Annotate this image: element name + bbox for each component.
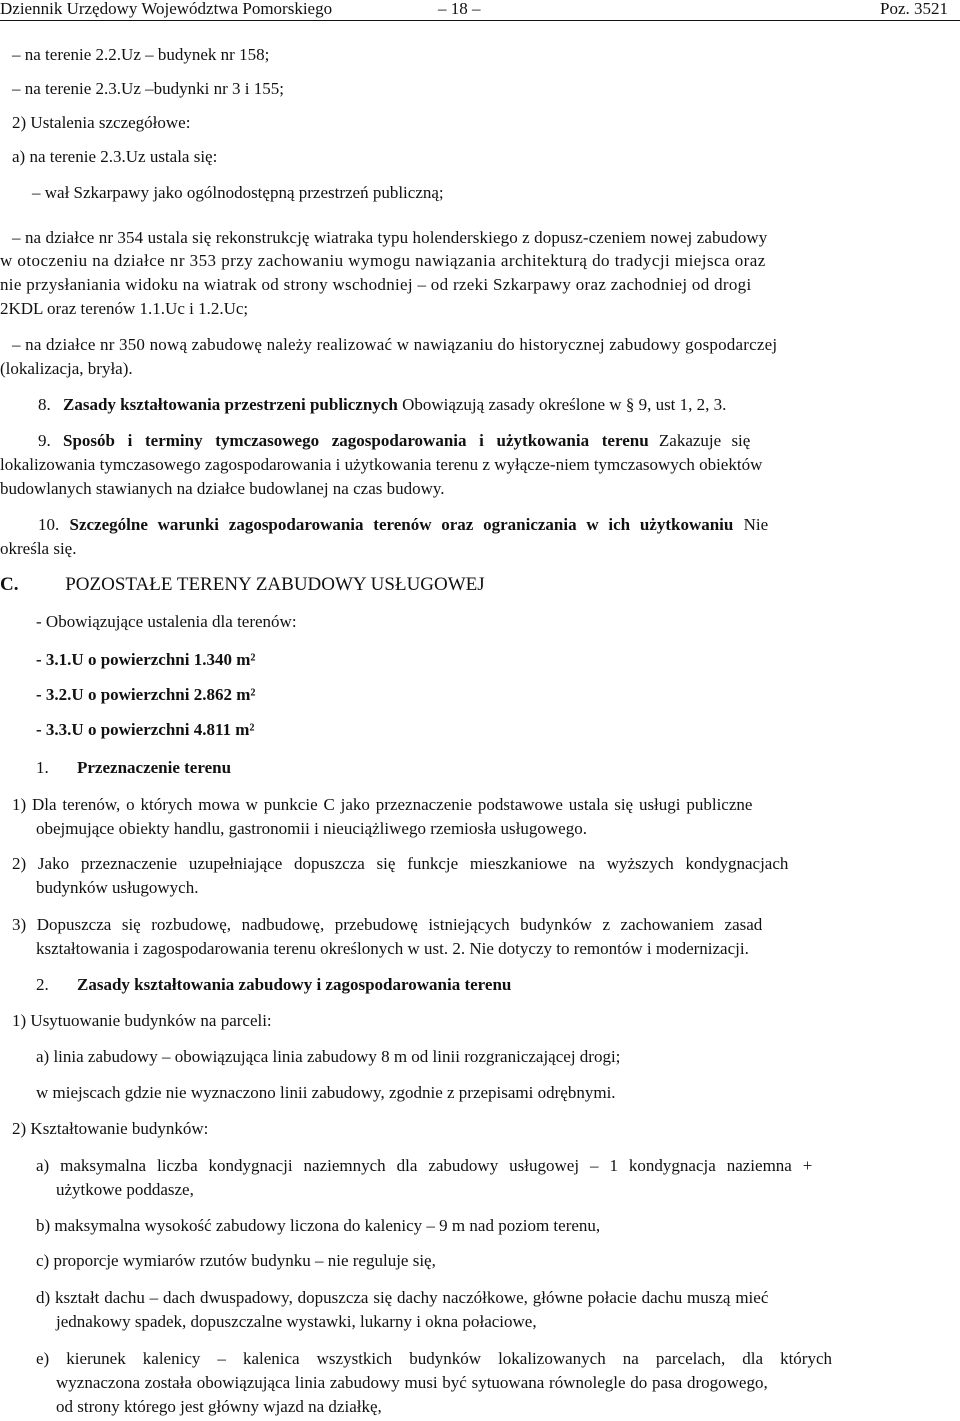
list-item: 1) Dla terenów, o których mowa w punkcie C jako przeznaczenie podstawowe ustala się usługi publiczne [12, 795, 753, 814]
chapter-letter: C. [0, 574, 19, 595]
list-item: 3) Dopuszcza się rozbudowę, nadbudowę, przebudowę istniejących budynków z zachowaniem zasad [12, 915, 763, 934]
list-item: e) kierunek kalenicy – kalenica wszystkich budynków lokalizowanych na parcelach, dla których [36, 1349, 832, 1368]
subsection-number: 1. [36, 758, 49, 777]
chapter-title: POZOSTAŁE TERENY ZABUDOWY USŁUGOWEJ [65, 574, 485, 595]
list-item: wyznaczona została obowiązująca linia zabudowy musi być sytuowana równolegle do pasa drogowego, [56, 1373, 768, 1392]
position-number: Poz. 3521 [880, 0, 948, 18]
subsection-title: Przeznaczenie terenu [77, 758, 232, 777]
paragraph-line: 2KDL oraz terenów 1.1.Uc i 1.2.Uc; [0, 299, 249, 318]
paragraph-line: – na działce nr 354 ustala się rekonstrukcję wiatraka typu holenderskiego z dopusz-czeniem nowej zabudowy [12, 228, 768, 247]
section-heading: Szczególne warunki zagospodarowania terenów oraz ograniczania w ich użytkowaniu [69, 515, 734, 534]
section-text: Nie [733, 515, 769, 534]
list-item: 2) Kształtowanie budynków: [12, 1119, 209, 1138]
page-number: – 18 – [438, 0, 481, 18]
section-heading: Sposób i terminy tymczasowego zagospodarowania i użytkowania terenu [63, 431, 649, 450]
section-text: Obowiązują zasady określone w § 9, ust 1, 2, 3. [397, 395, 727, 414]
list-item: a) linia zabudowy – obowiązująca linia zabudowy 8 m od linii rozgraniczającej drogi; [36, 1047, 621, 1066]
section-number: 9. [38, 431, 51, 450]
paragraph-line: (lokalizacja, bryła). [0, 359, 133, 378]
section-10 [38, 513, 768, 537]
section-8 [38, 393, 726, 417]
paragraph-line: budowlanych stawianych na działce budowlanej na czas budowy. [0, 479, 445, 498]
paragraph-line: lokalizowania tymczasowego zagospodarowania i użytkowania terenu z wyłącze-niem tymczasowych obiektów [0, 455, 763, 474]
paragraph-line: określa się. [0, 539, 77, 558]
list-item: – na terenie 2.3.Uz –budynki nr 3 i 155; [12, 79, 284, 98]
list-item: obejmujące obiekty handlu, gastronomii i nieuciążliwego rzemiosła usługowego. [36, 819, 587, 838]
list-item: – na terenie 2.2.Uz – budynek nr 158; [12, 45, 270, 64]
list-item: kształtowania i zagospodarowania terenu określonych w ust. 2. Nie dotyczy to remontów i modernizacji. [36, 939, 749, 958]
subsection-title: Zasady kształtowania zabudowy i zagospodarowania terenu [77, 975, 512, 994]
chapter-heading [0, 573, 485, 597]
area-item: - 3.2.U o powierzchni 2.862 m² [36, 685, 256, 704]
list-item: 2) Ustalenia szczegółowe: [12, 113, 191, 132]
list-item: budynków usługowych. [36, 878, 199, 897]
list-item: 2) Jako przeznaczenie uzupełniające dopuszcza się funkcje mieszkaniowe na wyższych kondygnacjach [12, 854, 789, 873]
section-text: Zakazuje się [648, 431, 751, 450]
area-item: - 3.3.U o powierzchni 4.811 m² [36, 720, 255, 739]
list-item: b) maksymalna wysokość zabudowy liczona do kalenicy – 9 m nad poziom terenu, [36, 1216, 601, 1235]
list-item: a) na terenie 2.3.Uz ustala się: [12, 147, 218, 166]
header-rule [0, 20, 960, 21]
list-intro: - Obowiązujące ustalenia dla terenów: [36, 612, 297, 631]
subsection-heading [36, 973, 511, 997]
paragraph-line: – na działce nr 350 nową zabudowę należy realizować w nawiązaniu do historycznej zabudowy gospodarczej [12, 335, 778, 354]
subsection-heading [36, 756, 231, 780]
paragraph-line: w otoczeniu na działce nr 353 przy zachowaniu wymogu nawiązania architekturą do tradycji miejsca oraz [0, 251, 766, 270]
list-item: w miejscach gdzie nie wyznaczono linii zabudowy, zgodnie z przepisami odrębnymi. [36, 1083, 616, 1102]
paragraph-line: nie przysłaniania widoku na wiatrak od strony wschodniej – od rzeki Szkarpawy oraz zachodniej od drogi [0, 275, 752, 294]
section-9 [38, 429, 750, 453]
list-item: użytkowe poddasze, [56, 1180, 194, 1199]
list-item: d) kształt dachu – dach dwuspadowy, dopuszcza się dachy naczółkowe, główne połacie dachu muszą mieć [36, 1288, 769, 1307]
list-item: a) maksymalna liczba kondygnacji naziemnych dla zabudowy usługowej – 1 kondygnacja naziemna + [36, 1156, 813, 1175]
section-number: 10. [38, 515, 60, 534]
list-item: jednakowy spadek, dopuszczalne wystawki, lukarny i okna połaciowe, [56, 1312, 537, 1331]
list-item: od strony którego jest główny wjazd na działkę, [56, 1397, 382, 1416]
list-item: c) proporcje wymiarów rzutów budynku – nie reguluje się, [36, 1251, 436, 1270]
header-title: Dziennik Urzędowy Województwa Pomorskiego [0, 0, 333, 18]
list-item: – wał Szkarpawy jako ogólnodostępną przestrzeń publiczną; [32, 183, 444, 202]
section-heading: Zasady kształtowania przestrzeni publicznych [63, 395, 398, 414]
subsection-number: 2. [36, 975, 49, 994]
list-item: 1) Usytuowanie budynków na parceli: [12, 1011, 272, 1030]
area-item: - 3.1.U o powierzchni 1.340 m² [36, 650, 256, 669]
section-number: 8. [38, 395, 51, 414]
